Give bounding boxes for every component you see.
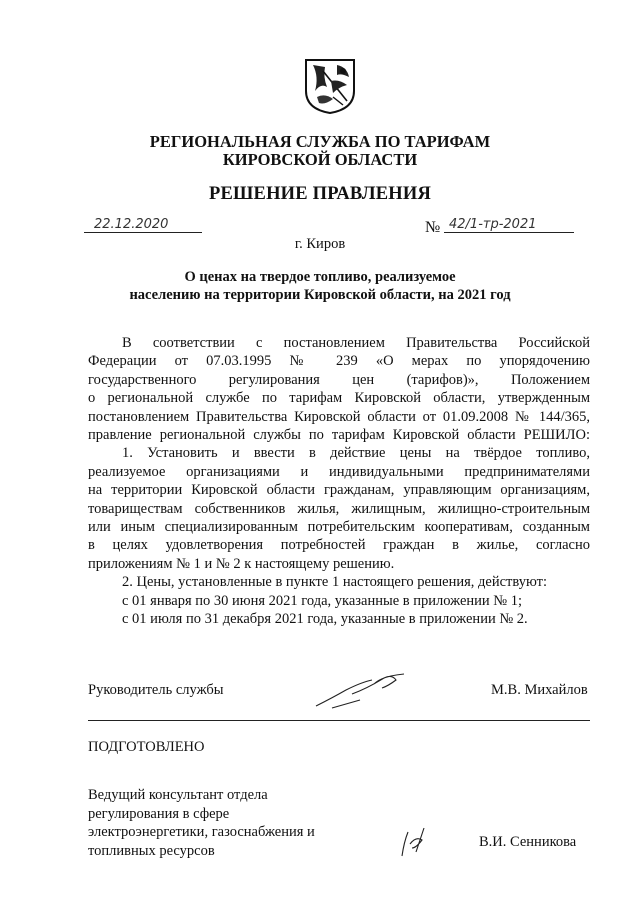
body-line: приложениям № 1 и № 2 к настоящему решению. bbox=[88, 555, 395, 572]
body-line: в целях удовлетворения потребностей граждан в жилье, согласно bbox=[88, 537, 590, 554]
signature-scribble bbox=[312, 668, 422, 712]
body-line: 2. Цены, установленные в пункте 1 настоящего решения, действуют: bbox=[122, 574, 547, 591]
preparer-signature bbox=[392, 822, 436, 862]
body-line: 1. Установить и ввести в действие цены на твёрдое топливо, bbox=[122, 445, 590, 462]
subject-line-1: О ценах на твердое топливо, реализуемое bbox=[184, 269, 456, 285]
preparer-name: В.И. Сенникова bbox=[479, 834, 577, 850]
signatory-position: Руководитель службы bbox=[88, 682, 224, 698]
preparer-position-line: электроэнергетики, газоснабжения и bbox=[88, 824, 315, 840]
separator-line bbox=[88, 720, 590, 721]
body-line: государственного регулирования цен (тарифов)», Положением bbox=[88, 371, 590, 388]
body-line: В соответствии с постановлением Правительства Российской bbox=[122, 335, 590, 351]
number-underline bbox=[444, 232, 574, 233]
preparer-position bbox=[88, 786, 315, 860]
preparer-position-line: топливных ресурсов bbox=[88, 842, 215, 859]
body-line: или иным специализированным потребительским кооперативам, созданным bbox=[88, 519, 590, 536]
body-line: о региональной службе по тарифам Кировской области, утвержденным bbox=[88, 390, 590, 407]
number-label: № bbox=[425, 219, 441, 236]
agency-name-line-1: РЕГИОНАЛЬНАЯ СЛУЖБА ПО ТАРИФАМ bbox=[149, 132, 491, 151]
body-line: с 01 января по 30 июня 2021 года, указанные в приложении № 1; bbox=[122, 592, 523, 609]
document-title: РЕШЕНИЕ ПРАВЛЕНИЯ bbox=[208, 184, 432, 204]
preparer-position-line: регулирования в сфере bbox=[88, 805, 230, 822]
decision-body bbox=[88, 334, 590, 629]
body-line: постановлением Правительства Кировской области от 01.09.2008 № 144/365, bbox=[88, 408, 590, 425]
body-line: реализуемое организациями и индивидуальными предпринимателями bbox=[88, 463, 590, 480]
body-line: правление региональной службы по тарифам Кировской области РЕШИЛО: bbox=[88, 427, 590, 444]
preparer-position-line: Ведущий консультант отдела bbox=[88, 787, 268, 803]
decision-date: 22.12.2020 bbox=[94, 217, 169, 232]
body-line: товариществам собственников жилья, жилищным, жилищно-строительным bbox=[88, 500, 590, 517]
body-line: с 01 июля по 31 декабря 2021 года, указанные в приложении № 2. bbox=[122, 611, 528, 628]
signatory-name: М.В. Михайлов bbox=[491, 682, 588, 698]
decision-number: 42/1-тр-2021 bbox=[449, 217, 537, 232]
agency-name-line-2: КИРОВСКОЙ ОБЛАСТИ bbox=[222, 150, 418, 169]
city: г. Киров bbox=[294, 236, 346, 252]
date-underline bbox=[84, 232, 202, 233]
body-line: Федерации от 07.03.1995 № 239 «О мерах по упорядочению bbox=[88, 353, 590, 370]
body-line: на территории Кировской области гражданам, управляющим организациям, bbox=[88, 482, 590, 499]
subject-line-2: населению на территории Кировской области, на 2021 год bbox=[129, 287, 511, 303]
coat-of-arms-icon bbox=[303, 57, 357, 115]
prepared-heading: ПОДГОТОВЛЕНО bbox=[88, 739, 205, 755]
